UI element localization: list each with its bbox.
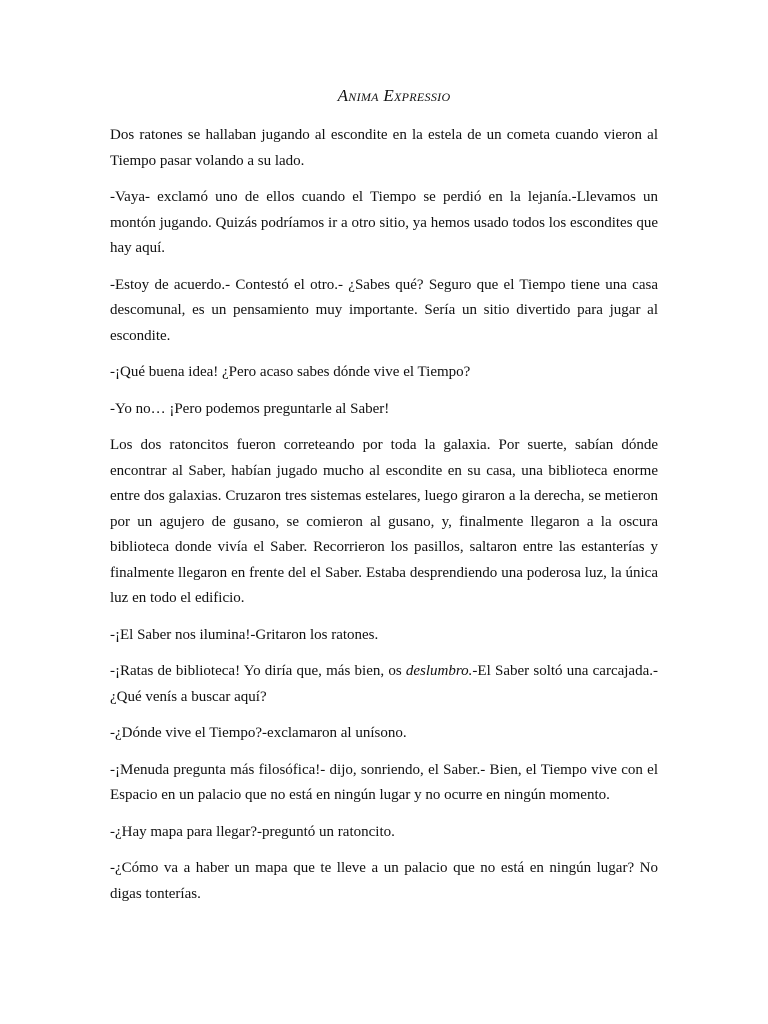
paragraph: -Vaya- exclamó uno de ellos cuando el Tiempo se perdió en la lejanía.-Llevamos un montón jugando. Quizás podríamos ir a otro sitio, ya hemos usado todos los escondites que hay aquí. [110, 189, 658, 256]
paragraph-with-emphasis [110, 659, 658, 710]
paragraph-text: -El Saber soltó una carcajada.- ¿Qué venís a buscar aquí? [110, 663, 658, 705]
paragraph: Dos ratones se hallaban jugando al escondite en la estela de un cometa cuando vieron al Tiempo pasar volando a su lado. [110, 127, 658, 169]
paragraph: -Estoy de acuerdo.- Contestó el otro.- ¿Sabes qué? Seguro que el Tiempo tiene una casa descomunal, es un pensamiento muy importante. Sería un sitio divertido para jugar al escondite. [110, 276, 658, 344]
paragraph: -¿Dónde vive el Tiempo?-exclamaron al unísono. [110, 725, 407, 741]
paragraph: -¿Cómo va a haber un mapa que te lleve a un palacio que no está en ningún lugar? No digas tonterías. [110, 860, 658, 902]
paragraph: -¡Menuda pregunta más filosófica!- dijo, sonriendo, el Saber.- Bien, el Tiempo vive con el Espacio en un palacio que no está en ningún lugar y no ocurre en ningún momento. [110, 761, 658, 803]
paragraph: -Yo no… ¡Pero podemos preguntarle al Saber! [110, 400, 390, 417]
paragraph-text: -¡Ratas de biblioteca! Yo diría que, más bien, os [110, 663, 406, 679]
paragraph: -¡El Saber nos ilumina!-Gritaron los ratones. [110, 626, 379, 643]
paragraph: Los dos ratoncitos fueron correteando por toda la galaxia. Por suerte, sabían dónde encontrar al Saber, habían jugado mucho al escondite en su casa, una biblioteca enorme entre dos galaxias. Cruzaron tres sistemas estelares, luego giraron a la derecha, se metieron por un agujero de gusano, se comieron al gusano, y, finalmente llegaron a la oscura biblioteca donde vivía el Saber. Recorrieron los pasillos, saltaron entre las estanterías y finalmente llegaron en frente del el Saber. Estaba desprendiendo una poderosa luz, la única luz en todo el edificio. [110, 437, 658, 606]
document-body [110, 123, 658, 918]
document-title: Anima Expressio [337, 86, 451, 105]
paragraph: -¡Qué buena idea! ¿Pero acaso sabes dónde vive el Tiempo? [110, 364, 471, 380]
paragraph: -¿Hay mapa para llegar?-preguntó un ratoncito. [110, 823, 395, 840]
emphasized-word: deslumbro. [405, 663, 473, 679]
